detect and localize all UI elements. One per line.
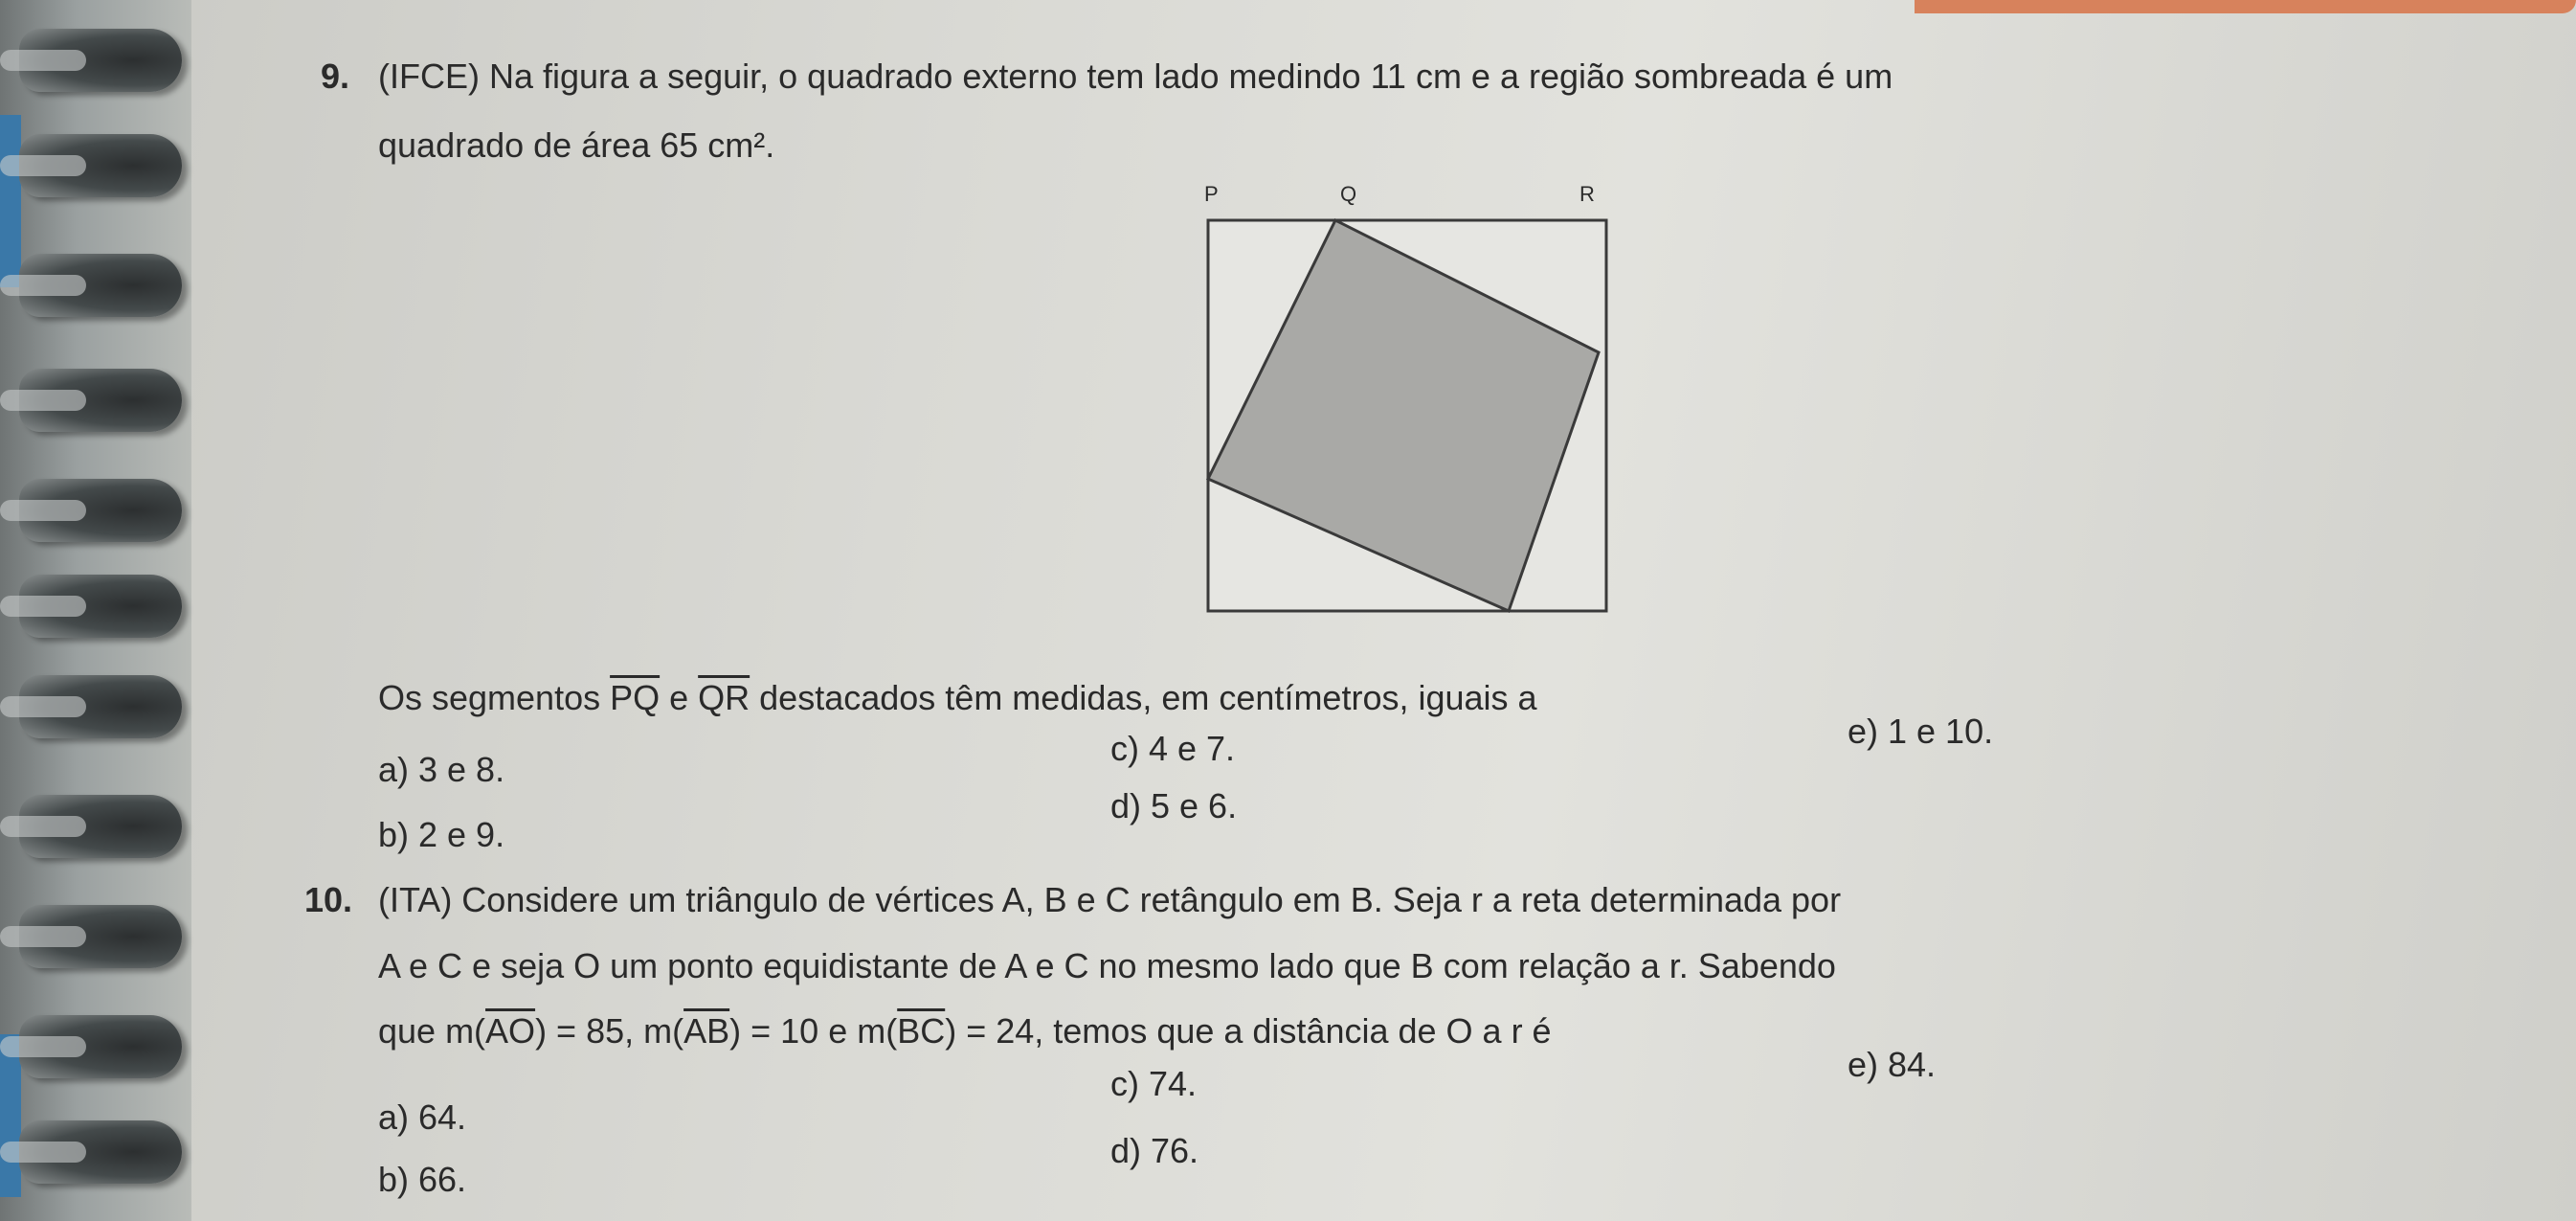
spiral-ring [19, 29, 182, 92]
spiral-ring [19, 1120, 182, 1184]
question-10-statement-line1: (ITA) Considere um triângulo de vértices A, B e C retângulo em B. Seja r a reta determinada por [378, 880, 1842, 919]
square-figure [1187, 182, 1618, 622]
segment-pq: $\overline{PQ}$ [610, 678, 661, 717]
blue-strip [0, 115, 21, 287]
question-10-number: 10. [304, 880, 353, 919]
label-q: Q [1340, 182, 1357, 206]
notebook-spiral-binding [0, 0, 191, 1221]
question-10-statement-line2: A e C e seja O um ponto equidistante de A e C no mesmo lado que B com relação a r. Sabendo [378, 946, 1836, 985]
q10-option-c[interactable]: c) 74. [1110, 1064, 1198, 1103]
spiral-ring [19, 479, 182, 542]
q9-option-c[interactable]: c) 4 e 7. [1110, 729, 1236, 768]
segment-ab: $\overline{AB}$ [683, 1011, 730, 1051]
page-top-edge [1915, 0, 2576, 13]
spiral-ring [19, 575, 182, 638]
question-9-statement-line1: (IFCE) Na figura a seguir, o quadrado externo tem lado medindo 11 cm e a região sombreada é um [378, 57, 1893, 96]
spiral-ring [19, 369, 182, 432]
question-9-number: 9. [321, 57, 350, 96]
q9-option-a[interactable]: a) 3 e 8. [378, 750, 505, 789]
spiral-ring [19, 1015, 182, 1078]
blue-strip [0, 1034, 21, 1197]
q10-option-e[interactable]: e) 84. [1848, 1045, 1937, 1084]
q9-option-b[interactable]: b) 2 e 9. [378, 815, 505, 854]
q10-option-d[interactable]: d) 76. [1110, 1131, 1199, 1170]
q9-option-e[interactable]: e) 1 e 10. [1848, 712, 1994, 751]
segment-ao: $\overline{AO}$ [485, 1011, 536, 1051]
segment-qr: $\overline{QR}$ [698, 678, 750, 717]
spiral-ring [19, 795, 182, 858]
q10-option-a[interactable]: a) 64. [378, 1097, 467, 1137]
question-10-statement-line3: que $m(\overline{AO}) = 85$, $m(\overline{AB}) = 10$ e $m(\overline{BC}) = 24$, temos que a distância de O a r é [378, 1011, 1552, 1051]
question-9-statement-line2: quadrado de área 65 cm². [378, 125, 775, 165]
spiral-ring [19, 905, 182, 968]
square-diagram [1187, 182, 1618, 622]
question-9-segments-text: Os segmentos $\overline{PQ}$ e $\overline{QR}$ destacados têm medidas, em centímetros, iguais a [378, 678, 1537, 717]
spiral-ring [19, 675, 182, 738]
label-p: P [1204, 182, 1219, 206]
spiral-ring [19, 254, 182, 317]
q9-option-d[interactable]: d) 5 e 6. [1110, 786, 1238, 825]
spiral-ring [19, 134, 182, 197]
label-r: R [1579, 182, 1595, 206]
segment-bc: $\overline{BC}$ [897, 1011, 946, 1051]
q10-option-b[interactable]: b) 66. [378, 1160, 467, 1199]
